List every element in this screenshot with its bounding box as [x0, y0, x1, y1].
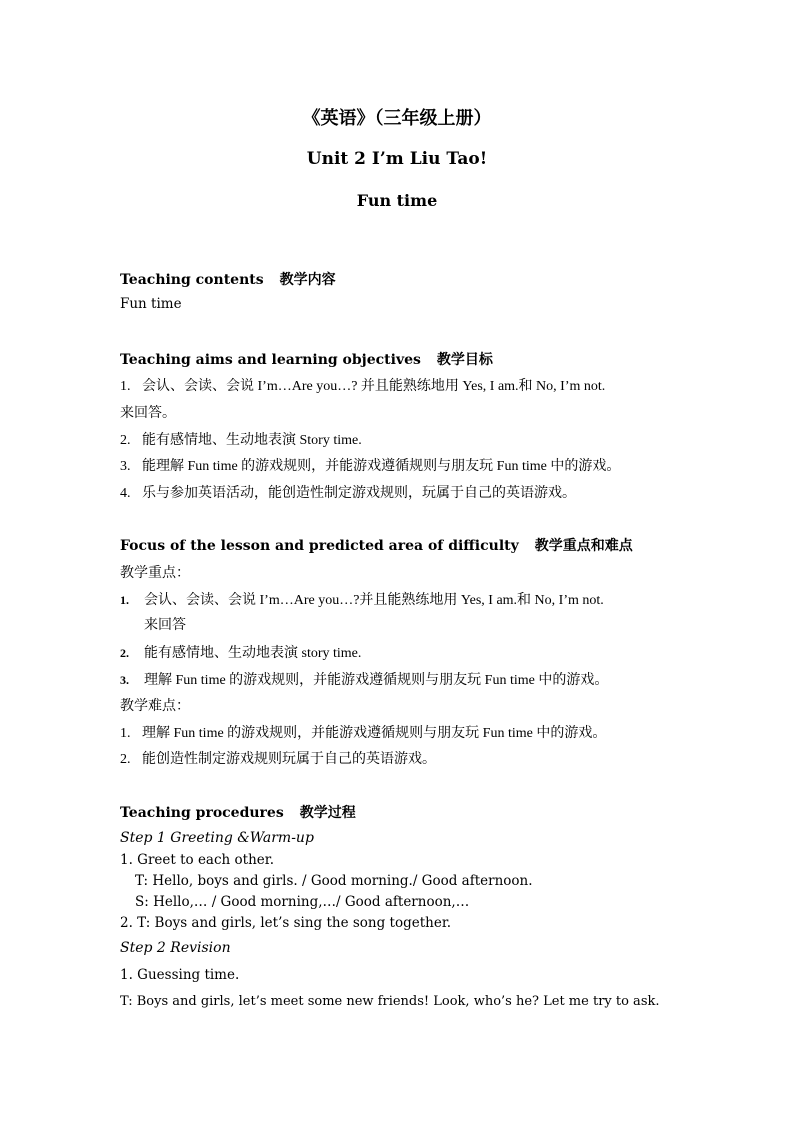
- focus-key-item-1: 1. 会认、会读、会说 I’m…Are you…?并且能熟练地用 Yes, I am.和 No, I’m not.: [120, 593, 604, 608]
- focus-key-label: 教学重点：: [120, 566, 190, 581]
- step1-title: Step 1 Greeting &Warm-up: [120, 830, 314, 846]
- focus-difficult-item-2: 2. 能创造性制定游戏规则玩属于自己的英语游戏。: [120, 752, 436, 767]
- procedures-heading: [120, 802, 356, 822]
- focus-heading-cn: 教学重点和难点: [534, 538, 633, 554]
- step1-line-4: 2. T: Boys and girls, let’s sing the song together.: [120, 915, 452, 931]
- focus-heading: [120, 535, 633, 555]
- focus-difficult-label: 教学难点：: [120, 699, 190, 714]
- focus-heading-en: Focus of the lesson and predicted area of difficulty: [120, 538, 519, 554]
- focus-key-item-2: 2. 能有感情地、生动地表演 story time.: [120, 646, 362, 661]
- section-title: Fun time: [356, 191, 438, 210]
- aims-item-1: 1. 会认、会读、会说 I’m…Are you…? 并且能熟练地用 Yes, I am.和 No, I’m not.: [120, 379, 606, 394]
- focus-key-item-3: 3. 理解 Fun time 的游戏规则，并能游戏遵循规则与朋友玩 Fun time 中的游戏。: [120, 673, 609, 688]
- step2-line-2: T: Boys and girls, let’s meet some new friends! Look, who’s he? Let me try to ask.: [120, 994, 660, 1009]
- aims-heading-en: Teaching aims and learning objectives: [120, 352, 421, 368]
- book-title: 《英语》（三年级上册）: [302, 108, 492, 129]
- aims-item-2: 2. 能有感情地、生动地表演 Story time.: [120, 433, 362, 448]
- contents-heading-en: Teaching contents: [120, 272, 264, 288]
- contents-heading-cn: 教学内容: [279, 272, 336, 288]
- aims-item-3: 3. 能理解 Fun time 的游戏规则，并能游戏遵循规则与朋友玩 Fun time 中的游戏。: [120, 459, 621, 474]
- procedures-heading-cn: 教学过程: [299, 805, 356, 821]
- unit-title: Unit 2 I’m Liu Tao!: [306, 149, 488, 169]
- focus-difficult-item-1: 1. 理解 Fun time 的游戏规则，并能游戏遵循规则与朋友玩 Fun time 中的游戏。: [120, 726, 607, 741]
- step1-line-3: S: Hello,… / Good morning,…/ Good afternoon,…: [135, 894, 470, 910]
- aims-heading: [120, 349, 493, 369]
- step1-line-2: T: Hello, boys and girls. / Good morning./ Good afternoon.: [135, 873, 533, 889]
- step2-line-1: 1. Guessing time.: [120, 967, 240, 983]
- step2-title: Step 2 Revision: [120, 940, 231, 956]
- contents-heading: [120, 269, 336, 289]
- focus-key-item-1-cont: 来回答: [144, 618, 186, 633]
- step1-line-1: 1. Greet to each other.: [120, 852, 275, 868]
- aims-heading-cn: 教学目标: [436, 352, 493, 368]
- procedures-heading-en: Teaching procedures: [120, 805, 284, 821]
- aims-item-1-cont: 来回答。: [120, 406, 176, 421]
- aims-item-4: 4. 乐与参加英语活动，能创造性制定游戏规则，玩属于自己的英语游戏。: [120, 486, 576, 501]
- contents-body: Fun time: [120, 296, 182, 312]
